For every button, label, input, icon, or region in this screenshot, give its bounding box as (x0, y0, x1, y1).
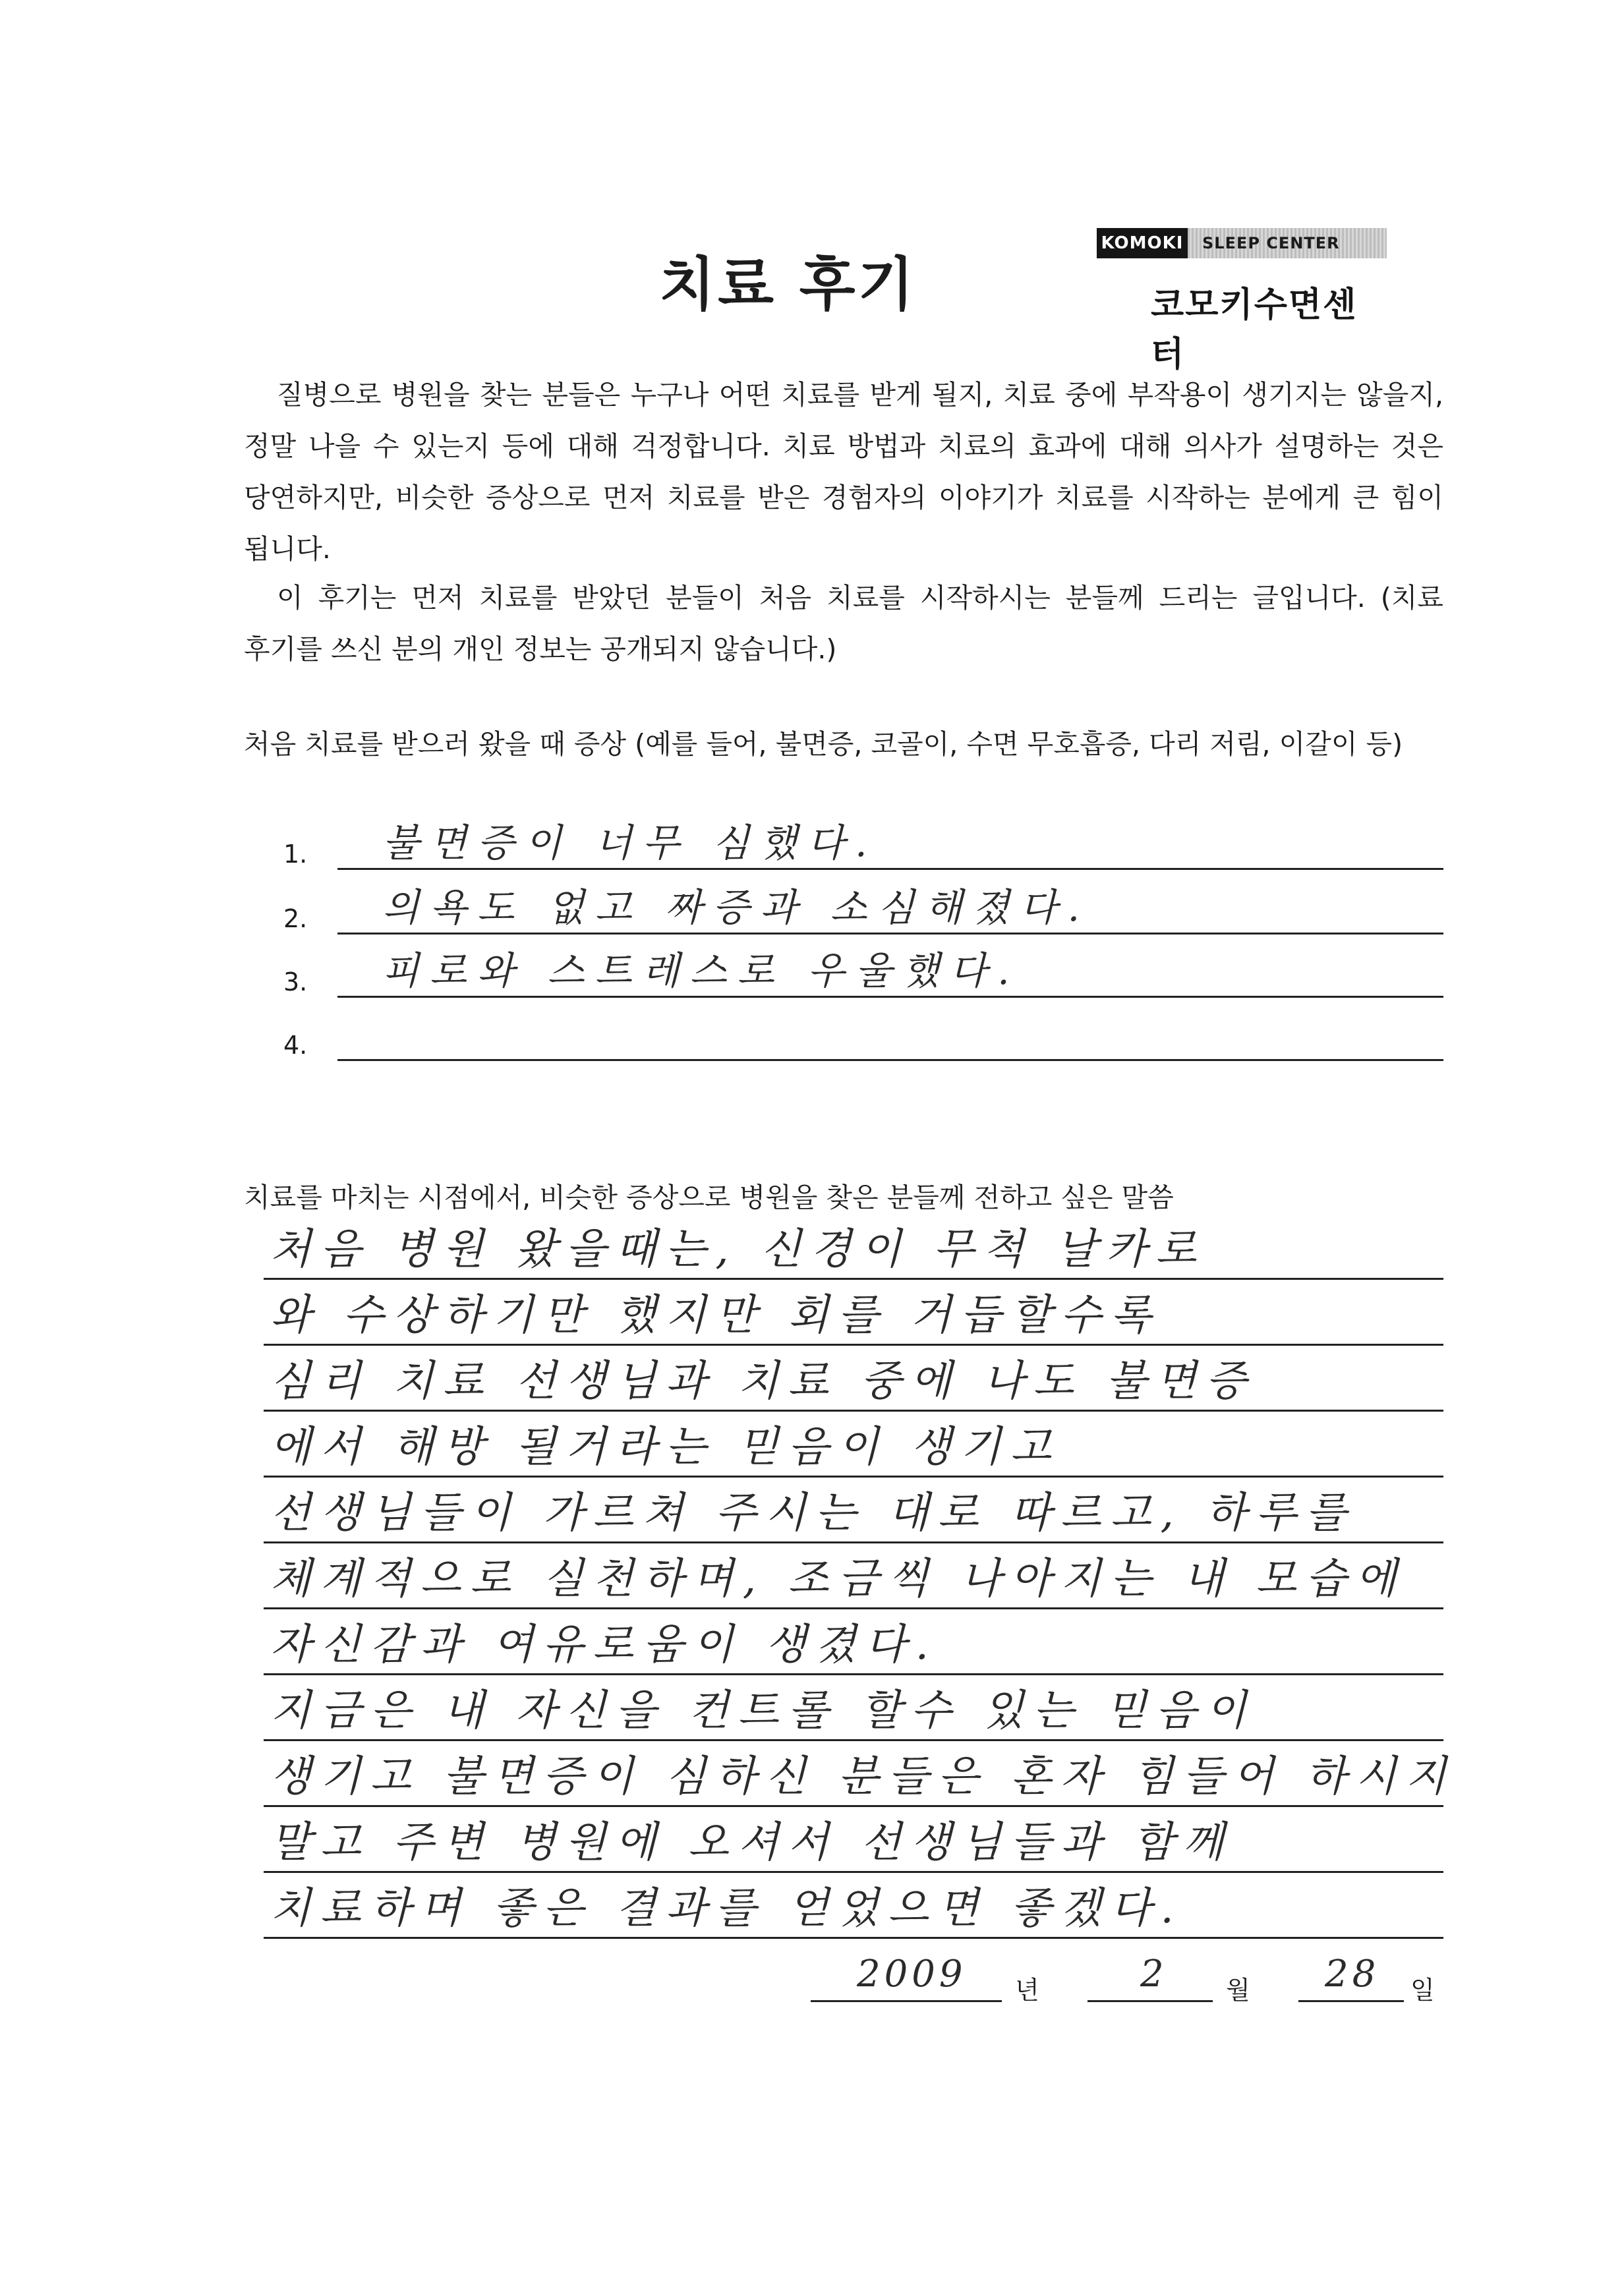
answer-line (337, 1059, 1443, 1061)
handwritten-text: 에서 해방 될거라는 믿음이 생기고 (270, 1423, 1060, 1472)
date-field (811, 1938, 1443, 2010)
message-line-11 (264, 1876, 1443, 1939)
handwritten-text: 말고 주변 병원에 오셔서 선생님들과 함께 (270, 1818, 1233, 1867)
intro-paragraph-2: 이 후기는 먼저 치료를 받았던 분들이 처음 치료를 시작하시는 분들께 드리는 글입니다. (치료 후기를 쓰신 분의 개인 정보는 공개되지 않습니다.) (244, 582, 1443, 665)
logo (1097, 228, 1387, 374)
handwritten-answer: 의욕도 없고 짜증과 소심해졌다. (382, 885, 1091, 930)
message-line-1 (264, 1217, 1443, 1280)
handwritten-text: 체계적으로 실천하며, 조금씩 나아지는 내 모습에 (270, 1555, 1406, 1603)
intro-paragraph-1: 질병으로 병원을 찾는 분들은 누구나 어떤 치료를 받게 될지, 치료 중에 부작용이 생기지는 않을지, 정말 나을 수 있는지 등에 대해 걱정합니다. 치료 방법과 치료의 효과에 대해 의사가 설명하는 것은 당연하지만, 비슷한 증상으로 먼저 치료를 받은 경험자의 이야기가 치료를 시작하는 분에게 큰 힘이 됩니다. (244, 379, 1443, 565)
message-line-8 (264, 1678, 1443, 1741)
symptom-number: 3. (283, 967, 308, 996)
logo-text-en-2: SLEEP CENTER (1202, 234, 1340, 252)
handwritten-text: 생기고 불면증이 심하신 분들은 혼자 힘들어 하시지 (270, 1752, 1456, 1801)
answer-line (337, 933, 1443, 934)
day-unit: 일 (1410, 1976, 1435, 2005)
message-line-3 (264, 1348, 1443, 1412)
handwritten-text: 치료하며 좋은 결과를 얻었으면 좋겠다. (270, 1884, 1183, 1933)
symptom-row-1 (283, 817, 1443, 870)
writing-line (264, 1476, 1443, 1478)
page-title: 치료 후기 (659, 250, 917, 318)
symptom-number: 1. (283, 840, 308, 869)
answer-line (337, 868, 1443, 870)
symptom-number: 4. (283, 1031, 308, 1060)
message-line-7 (264, 1612, 1443, 1675)
month-line (1088, 2000, 1213, 2002)
message-line-5 (264, 1480, 1443, 1543)
year-value: 2009 (857, 1953, 967, 1996)
month-value: 2 (1140, 1953, 1168, 1996)
handwritten-text: 자신감과 여유로움이 생겼다. (270, 1621, 938, 1669)
symptom-row-4 (283, 1008, 1443, 1061)
symptoms-question: 처음 치료를 받으러 왔을 때 증상 (예를 들어, 불면증, 코골이, 수면 무호흡증, 다리 저림, 이갈이 등) (244, 728, 1403, 760)
logo-text-en-1: KOMOKI (1097, 228, 1188, 258)
answer-line (337, 996, 1443, 998)
symptom-row-3 (283, 945, 1443, 998)
writing-line (264, 1871, 1443, 1873)
writing-line (264, 1344, 1443, 1346)
message-line-9 (264, 1744, 1456, 1807)
month-unit: 월 (1226, 1976, 1250, 2005)
handwritten-text: 선생님들이 가르쳐 주시는 대로 따르고, 하루를 (270, 1489, 1356, 1538)
writing-line (264, 1805, 1443, 1807)
writing-line (264, 1607, 1443, 1609)
logo-text-ko: 코모키수면센터 (1151, 285, 1358, 374)
year-line (811, 2000, 1002, 2002)
year-unit: 년 (1015, 1976, 1039, 2005)
handwritten-text: 지금은 내 자신을 컨트롤 할수 있는 믿음이 (270, 1686, 1256, 1735)
symptom-number: 2. (283, 904, 308, 933)
handwritten-text: 와 수상하기만 했지만 회를 거듭할수록 (270, 1291, 1161, 1340)
day-value: 28 (1325, 1953, 1380, 1996)
writing-line (264, 1541, 1443, 1543)
writing-line (264, 1673, 1443, 1675)
moon-icon (1099, 274, 1146, 327)
message-line-6 (264, 1546, 1443, 1609)
handwritten-text: 처음 병원 왔을때는, 신경이 무척 날카로 (270, 1225, 1206, 1274)
message-line-10 (264, 1810, 1443, 1873)
writing-line (264, 1739, 1443, 1741)
handwritten-answer: 피로와 스트레스로 우울했다. (382, 948, 1020, 993)
message-line-4 (264, 1414, 1443, 1478)
handwritten-text: 심리 치료 선생님과 치료 중에 나도 불면증 (270, 1357, 1256, 1406)
day-line (1298, 2000, 1404, 2002)
message-question: 치료를 마치는 시점에서, 비슷한 증상으로 병원을 찾은 분들께 전하고 싶은 말씀 (244, 1182, 1174, 1213)
message-line-2 (264, 1282, 1443, 1346)
handwritten-answer: 불면증이 너무 심했다. (382, 820, 878, 865)
symptom-row-2 (283, 882, 1443, 934)
writing-line (264, 1278, 1443, 1280)
writing-line (264, 1410, 1443, 1412)
